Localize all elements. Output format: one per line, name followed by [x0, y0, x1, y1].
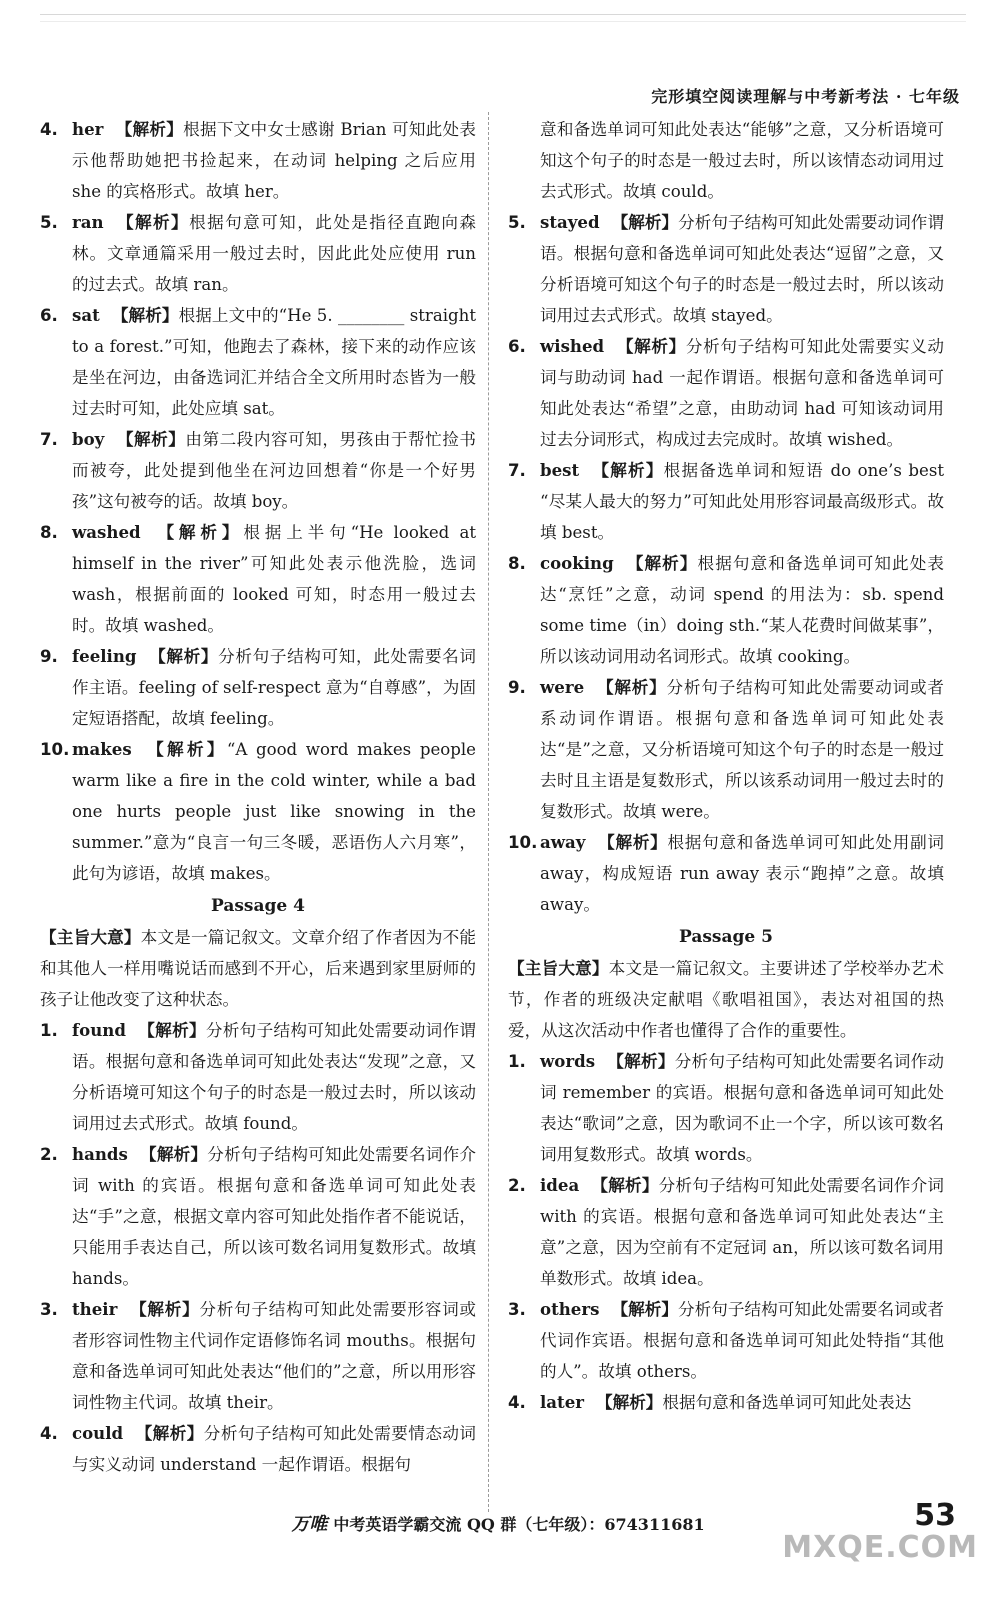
answer-item [40, 641, 476, 734]
analysis-text: 根据句意和备选单词可知此处用副词 away，构成短语 run away 表示“跑掉”之意。故填 away。 [540, 833, 944, 914]
answer-word: their [72, 1299, 118, 1319]
answer-word: her [72, 119, 104, 139]
item-number: 4. [508, 1393, 526, 1412]
analysis-text: 分析句子结构可知此处需要名词或者代词作宾语。根据句意和备选单词可知此处特指“其他的人”。故填 others。 [540, 1300, 945, 1381]
answer-word: words [540, 1051, 596, 1071]
answer-item [508, 1046, 944, 1170]
continuation-text: 意和备选单词可知此处表达“能够”之意，又分析语境可知这个句子的时态是一般过去时，所以该情态动词用过去式形式。故填 could。 [540, 120, 944, 201]
answer-word: washed [72, 522, 141, 542]
analysis-text: 分析句子结构可知此处需要名词作介词 with 的宾语。根据句意和备选单词可知此处表达“手”之意，根据文章内容可知此处指作者不能说话，只能用手表达自己，所以该可数名词用复数形式。故填 hands。 [72, 1145, 477, 1288]
item-number: 5. [508, 213, 526, 232]
analysis-tag: 【解析】 [616, 336, 686, 356]
footer-text: 中考英语学霸交流 QQ 群（七年级）：674311681 [333, 1515, 705, 1534]
answer-item [508, 1294, 944, 1387]
analysis-text: 根据句意可知，此处是指径直跑向森林。文章通篇采用一般过去时，因此此处应使用 run 的过去式。故填 ran。 [72, 213, 476, 294]
analysis-text: 根据备选单词和短语 do one’s best “尽某人最大的努力”可知此处用形容词最高级形式。故填 best。 [540, 461, 944, 542]
analysis-tag: 【解析】 [139, 1144, 208, 1164]
analysis-text: “A good word makes people warm like a fire in the cold winter, while a bad one hurts people just like snowing in the summer.”意为“良言一句三冬暖，恶语伤人六月寒”，此句为谚语，故填 makes。 [72, 740, 477, 883]
answer-item [40, 300, 476, 424]
answer-item [508, 672, 944, 827]
summary-tag: 【主旨大意】 [40, 927, 141, 947]
item-number: 8. [508, 554, 526, 573]
analysis-tag: 【解析】 [611, 212, 679, 232]
item-number: 6. [508, 337, 526, 356]
answer-word: were [540, 677, 585, 697]
answer-word: others [540, 1299, 600, 1319]
answer-item [508, 455, 944, 548]
item-number: 1. [508, 1052, 526, 1071]
analysis-text: 由第二段内容可知，男孩由于帮忙捡书而被夸，此处提到他坐在河边回想着“你是一个好男孩”这句被夸的话。故填 boy。 [72, 430, 476, 511]
item-number: 5. [40, 213, 58, 232]
watermark: MXQE.COM [782, 1530, 978, 1565]
answer-item [508, 827, 944, 920]
answer-word: ran [72, 212, 104, 232]
item-number: 4. [40, 120, 58, 139]
answer-item [40, 1294, 476, 1418]
answer-item [508, 1170, 944, 1294]
right-column [508, 114, 944, 1418]
analysis-text: 分析句子结构可知此处需要动词作谓语。根据句意和备选单词可知此处表达“逗留”之意，又分析语境可知这个句子的时态是一般过去时，所以该动词用过去式形式。故填 stayed。 [540, 213, 944, 325]
analysis-tag: 【解析】 [596, 677, 667, 697]
answer-word: idea [540, 1175, 580, 1195]
item-number: 3. [508, 1300, 526, 1319]
summary-text: 本文是一篇记叙文。文章介绍了作者因为不能和其他人一样用嘴说话而感到不开心，后来遇到家里厨师的孩子让他改变了这种状态。 [40, 928, 477, 1009]
item-number: 8. [40, 523, 58, 542]
analysis-tag: 【解析】 [116, 429, 186, 449]
item-number: 2. [40, 1145, 58, 1164]
left-column [40, 114, 476, 1480]
analysis-tag: 【解析】 [143, 739, 227, 759]
item-number: 9. [508, 678, 526, 697]
answer-word: found [72, 1020, 126, 1040]
passage-summary [40, 922, 476, 1015]
answer-item [508, 207, 944, 331]
item-number: 1. [40, 1021, 58, 1040]
analysis-tag: 【解析】 [596, 1392, 663, 1412]
answer-item [40, 424, 476, 517]
analysis-text: 根据上文中的“He 5. ________ straight to a forest.”可知，他跑去了森林，接下来的动作应该是坐在河边，由备选词汇并结合全文所用时态皆为一般过去时可知，此处应填 sat。 [72, 306, 477, 418]
passage-summary [508, 953, 944, 1046]
item-number: 4. [40, 1424, 58, 1443]
analysis-tag: 【解析】 [135, 1423, 204, 1443]
analysis-tag: 【解析】 [152, 522, 244, 542]
answer-item [40, 1015, 476, 1139]
answer-item [40, 1418, 476, 1480]
answer-item [508, 548, 944, 672]
answer-continuation [508, 114, 944, 207]
brand-logo: 万唯 [291, 1514, 328, 1535]
analysis-text: 分析句子结构可知此处需要情态动词与实义动词 understand 一起作谓语。根据句 [72, 1424, 477, 1474]
analysis-tag: 【解析】 [611, 1299, 678, 1319]
answer-item [40, 207, 476, 300]
page-number: 53 [914, 1498, 956, 1533]
answer-word: stayed [540, 212, 600, 232]
analysis-text: 分析句子结构可知此处需要形容词或者形容词性物主代词作定语修饰名词 mouths。根据句意和备选单词可知此处表达“他们的”之意，所以用形容词性物主代词。故填 their。 [72, 1300, 477, 1412]
top-rule [40, 14, 966, 22]
answer-word: hands [72, 1144, 128, 1164]
analysis-text: 根据下文中女士感谢 Brian 可知此处表示他帮助她把书捡起来，在动词 helping 之后应用 she 的宾格形式。故填 her。 [72, 120, 476, 201]
analysis-tag: 【解析】 [591, 1175, 659, 1195]
answer-item [508, 331, 944, 455]
analysis-text: 分析句子结构可知此处需要名词作动词 remember 的宾语。根据句意和备选单词可知此处表达“歌词”之意，因为歌词不止一个字，所以该可数名词用复数形式。故填 words。 [540, 1052, 945, 1164]
analysis-tag: 【解析】 [111, 305, 179, 325]
answer-item [508, 1387, 944, 1418]
answer-word: boy [72, 429, 105, 449]
passage-title: Passage 5 [679, 927, 773, 947]
answer-word: best [540, 460, 580, 480]
item-number: 2. [508, 1176, 526, 1195]
item-number: 9. [40, 647, 58, 666]
answer-word: away [540, 832, 586, 852]
analysis-tag: 【解析】 [115, 212, 190, 232]
answer-word: could [72, 1423, 124, 1443]
answer-word: sat [72, 305, 100, 325]
item-number: 10. [40, 740, 70, 759]
answer-word: cooking [540, 553, 614, 573]
analysis-tag: 【解析】 [591, 460, 664, 480]
item-number: 7. [508, 461, 526, 480]
analysis-text: 分析句子结构可知此处需要动词作谓语。根据句意和备选单词可知此处表达“发现”之意，又分析语境可知这个句子的时态是一般过去时，所以该动词用过去式形式。故填 found。 [72, 1021, 477, 1133]
answer-word: later [540, 1392, 585, 1412]
item-number: 7. [40, 430, 58, 449]
analysis-text: 分析句子结构可知，此处需要名词作主语。feeling of self-respect 意为“自尊感”，为固定短语搭配，故填 feeling。 [72, 647, 477, 728]
analysis-tag: 【解析】 [597, 832, 668, 852]
analysis-text: 根据上半句“He looked at himself in the river”可知此处表示他洗脸，选词 wash，根据前面的 looked 可知，时态用一般过去时。故填 washed。 [72, 523, 477, 635]
answer-item [40, 517, 476, 641]
analysis-tag: 【解析】 [115, 119, 184, 139]
analysis-text: 根据句意和备选单词可知此处表达“烹饪”之意，动词 spend 的用法为：sb. spend some time（in）doing sth.“某人花费时间做某事”，所以该动词用动名词形式。故填 cooking。 [540, 554, 945, 666]
analysis-text: 根据句意和备选单词可知此处表达 [662, 1393, 912, 1412]
column-divider [488, 112, 489, 1512]
running-head: 完形填空阅读理解与中考新考法 · 七年级 [651, 87, 960, 106]
analysis-tag: 【解析】 [129, 1299, 200, 1319]
answer-word: makes [72, 739, 132, 759]
analysis-text: 分析句子结构可知此处需要名词作介词 with 的宾语。根据句意和备选单词可知此处表达“主意”之意，因为空前有不定冠词 an，所以该可数名词用单数形式。故填 idea。 [540, 1176, 945, 1288]
answer-word: wished [540, 336, 605, 356]
analysis-tag: 【解析】 [625, 553, 698, 573]
analysis-tag: 【解析】 [607, 1051, 675, 1071]
analysis-tag: 【解析】 [137, 1020, 206, 1040]
answer-item [40, 114, 476, 207]
analysis-text: 分析句子结构可知此处需要动词或者系动词作谓语。根据句意和备选单词可知此处表达“是”之意，又分析语境可知这个句子的时态是一般过去时且主语是复数形式，所以该系动词用一般过去时的复数形式。故填 were。 [540, 678, 945, 821]
item-number: 6. [40, 306, 58, 325]
item-number: 3. [40, 1300, 58, 1319]
item-number: 10. [508, 833, 538, 852]
passage-title: Passage 4 [211, 896, 305, 916]
answer-word: feeling [72, 646, 137, 666]
summary-tag: 【主旨大意】 [508, 958, 609, 978]
analysis-text: 分析句子结构可知此处需要实义动词与助动词 had 一起作谓语。根据句意和备选单词可知此处表达“希望”之意，由助动词 had 可知该动词用过去分词形式，构成过去完成时。故填 wished。 [540, 337, 945, 449]
analysis-tag: 【解析】 [148, 646, 219, 666]
answer-item [40, 734, 476, 889]
answer-item [40, 1139, 476, 1294]
summary-text: 本文是一篇记叙文。主要讲述了学校举办艺术节，作者的班级决定献唱《歌唱祖国》，表达对祖国的热爱，从这次活动中作者也懂得了合作的重要性。 [508, 959, 945, 1040]
